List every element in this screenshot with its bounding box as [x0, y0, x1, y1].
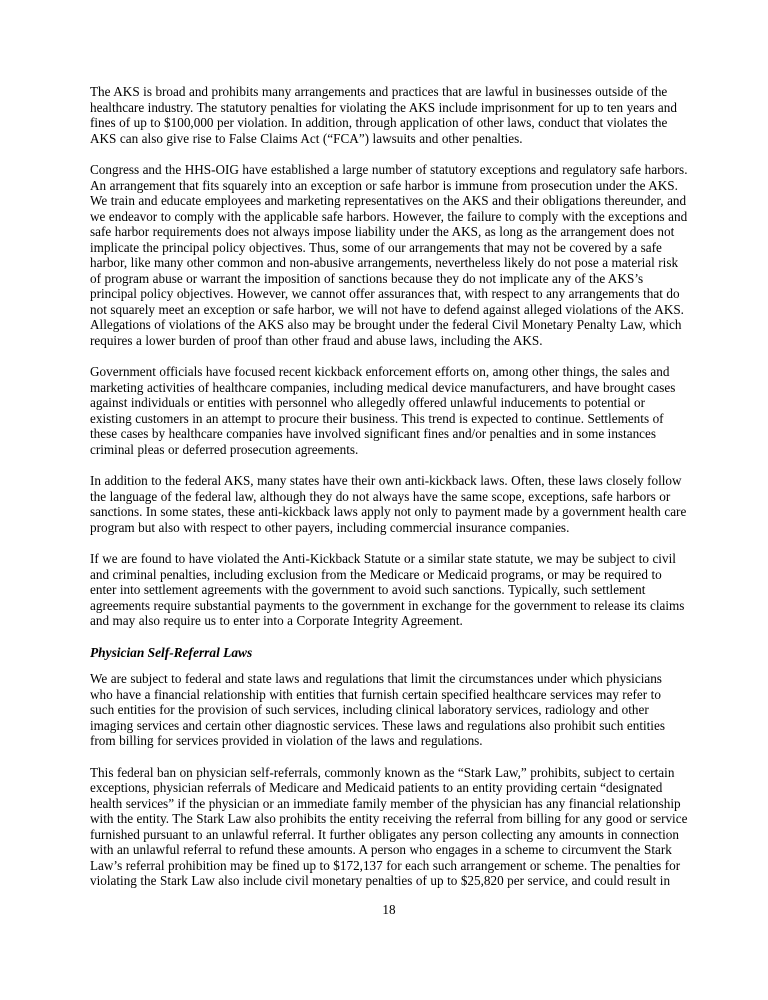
document-body — [90, 84, 688, 905]
paragraph-stark-law: This federal ban on physician self-referrals, commonly known as the “Stark Law,” prohibits, subject to certain exceptions, physician referrals of Medicare and Medicaid patients to an entity providing certain “designated health services” if the physician or an immediate family member of the physician has any financial relationship with the entity. The Stark Law also prohibits the entity receiving the referral from billing for any good or service furnished pursuant to an unlawful referral. It further obligates any person collecting any amounts in connection with an unlawful referral to refund these amounts. A person who engages in a scheme to circumvent the Stark Law’s referral prohibition may be fined up to $172,137 for each such arrangement or scheme. The penalties for violating the Stark Law also include civil monetary penalties of up to $25,820 per service, and could result in — [90, 764, 688, 888]
paragraph-violation-consequences: If we are found to have violated the Anti-Kickback Statute or a similar state statute, we may be subject to civil and criminal penalties, including exclusion from the Medicare or Medicaid programs, or may be required to enter into settlement agreements with the government to avoid such sanctions. Typically, such settlement agreements require substantial payments to the government in exchange for the government to release its claims and may also require us to enter into a Corporate Integrity Agreement. — [90, 551, 685, 628]
paragraph-safe-harbors: Congress and the HHS-OIG have established a large number of statutory exceptions and regulatory safe harbors. An arrangement that fits squarely into an exception or safe harbor is immune from prosecution under the AKS. We train and educate employees and marketing representatives on the AKS and their obligations thereunder, and we endeavor to comply with the applicable safe harbors. However, the failure to comply with the exceptions and safe harbor requirements does not always impose liability under the AKS, as long as the arrangement does not implicate the principal policy objectives. Thus, some of our arrangements that may not be covered by a safe harbor, like many other common and non-abusive arrangements, nevertheless likely do not pose a material risk of program abuse or warrant the imposition of sanctions because they do not implicate any of the AKS’s principal policy objectives. However, we cannot offer assurances that, with respect to any arrangements that do not squarely meet an exception or safe harbor, we will not have to defend against alleged violations of the AKS. Allegations of violations of the AKS also may be brought under the federal Civil Monetary Penalty Law, which requires a lower burden of proof than other fraud and abuse laws, including the AKS. — [90, 162, 688, 348]
paragraph-kickback-enforcement: Government officials have focused recent kickback enforcement efforts on, among other things, the sales and marketing activities of healthcare companies, including medical device manufacturers, and have brought cases against individuals or entities with personnel who allegedly offered unlawful inducements to potential or existing customers in an attempt to procure their business. This trend is expected to continue. Settlements of these cases by healthcare companies have involved significant fines and/or penalties and in some instances criminal pleas or deferred prosecution agreements. — [90, 364, 676, 457]
paragraph-self-referral-overview: We are subject to federal and state laws and regulations that limit the circumstances under which physicians who have a financial relationship with entities that furnish certain specified healthcare services may refer to such entities for the provision of such services, including clinical laboratory services, radiology and other imaging services and certain other diagnostic services. These laws and regulations also prohibit such entities from billing for services provided in violation of the laws and regulations. — [90, 671, 665, 748]
paragraph-aks-penalties: The AKS is broad and prohibits many arrangements and practices that are lawful in businesses outside of the healthcare industry. The statutory penalties for violating the AKS include imprisonment for up to ten years and fines of up to $100,000 per violation. In addition, through application of other laws, conduct that violates the AKS can also give rise to False Claims Act (“FCA”) lawsuits and other penalties. — [90, 84, 677, 146]
page-number: 18 — [382, 902, 396, 917]
paragraph-state-anti-kickback-laws: In addition to the federal AKS, many states have their own anti-kickback laws. Often, these laws closely follow the language of the federal law, although they do not always have the same scope, exceptions, safe harbors or sanctions. In some states, these anti-kickback laws apply not only to payment made by a government health care program but also with respect to other payers, including commercial insurance companies. — [90, 473, 687, 535]
section-heading-physician-self-referral-laws: Physician Self-Referral Laws — [90, 644, 253, 660]
